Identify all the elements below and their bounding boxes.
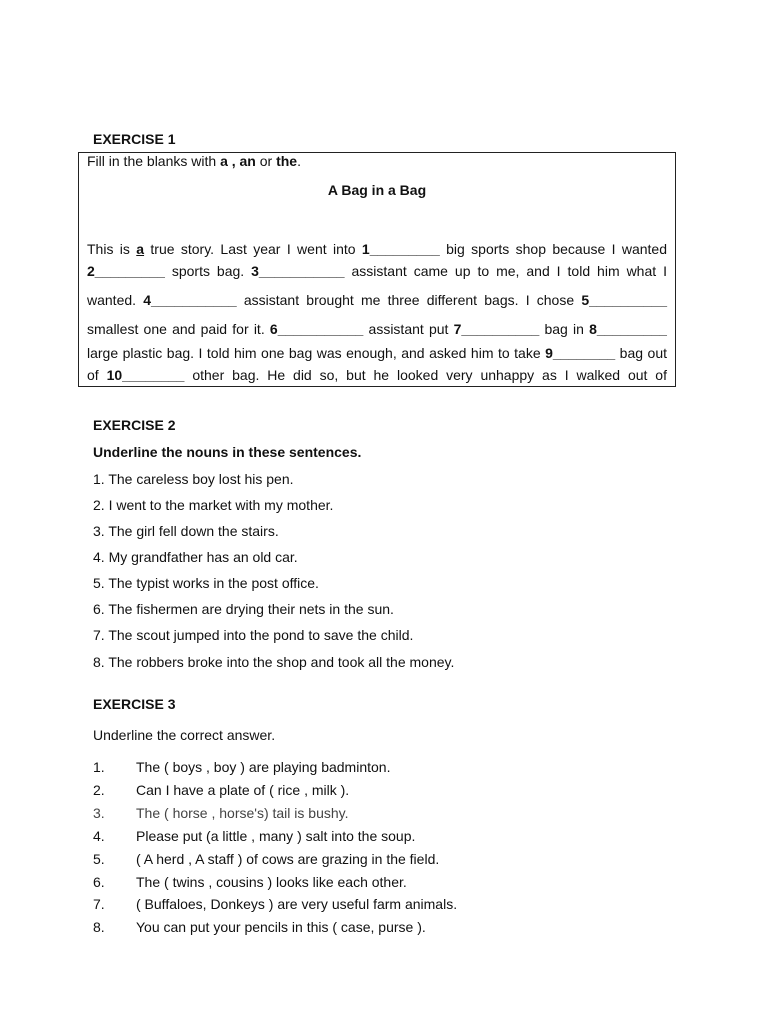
exercise3-item-number: 1.: [93, 759, 105, 775]
exercise3-item-number: 8.: [93, 919, 105, 935]
exercise3-item-text: You can put your pencils in this ( case, purse ).: [136, 919, 426, 935]
story-title: A Bag in a Bag: [327, 182, 427, 198]
exercise1-box: [78, 152, 676, 387]
exercise3-item-text: ( Buffaloes, Donkeys ) are very useful farm animals.: [136, 896, 458, 912]
story-line-4: smallest one and paid for it. 6___________ assistant put 7__________ bag in 8_________: [87, 321, 667, 337]
exercise2-item: 6. The fishermen are drying their nets in the sun.: [93, 601, 394, 617]
story-line-1: This is a true story. Last year I went into 1_________ big sports shop because I wanted: [87, 241, 668, 257]
exercise3-item-text: ( A herd , A staff ) of cows are grazing in the field.: [136, 851, 440, 867]
exercise3-item-number: 6.: [93, 874, 105, 890]
exercise3-item-text: The ( boys , boy ) are playing badminton.: [136, 759, 391, 775]
exercise3-item-number: 7.: [93, 896, 105, 912]
exercise3-title: EXERCISE 3: [93, 696, 176, 712]
exercise3-item-number: 2.: [93, 782, 105, 798]
exercise2-item: 8. The robbers broke into the shop and took all the money.: [93, 654, 455, 670]
story-line-2: 2_________ sports bag. 3___________ assistant came up to me, and I told him what I: [87, 263, 667, 279]
exercise3-item-text: Please put (a little , many ) salt into the soup.: [136, 828, 416, 844]
exercise2-item: 5. The typist works in the post office.: [93, 575, 319, 591]
exercise3-item-text: The ( twins , cousins ) looks like each other.: [136, 874, 407, 890]
exercise1-instruction: Fill in the blanks with a , an or the.: [87, 153, 301, 169]
exercise3-item-number: 4.: [93, 828, 105, 844]
exercise2-instruction: Underline the nouns in these sentences.: [93, 444, 362, 460]
story-line-6: of 10________ other bag. He did so, but he looked very unhappy as I walked out of: [87, 367, 667, 383]
story-line-5: large plastic bag. I told him one bag was enough, and asked him to take 9________ bag out: [87, 345, 667, 361]
exercise3-item-number: 3.: [93, 805, 105, 821]
exercise2-item: 7. The scout jumped into the pond to save the child.: [93, 627, 414, 643]
exercise2-item: 4. My grandfather has an old car.: [93, 549, 298, 565]
exercise2-item: 1. The careless boy lost his pen.: [93, 471, 294, 487]
exercise2-item: 2. I went to the market with my mother.: [93, 497, 334, 513]
exercise3-instruction: Underline the correct answer.: [93, 727, 276, 743]
exercise2-item: 3. The girl fell down the stairs.: [93, 523, 279, 539]
exercise3-item-text: Can I have a plate of ( rice , milk ).: [136, 782, 350, 798]
exercise1-title: EXERCISE 1: [93, 131, 176, 147]
exercise2-title: EXERCISE 2: [93, 417, 176, 433]
exercise3-item-text: The ( horse , horse's) tail is bushy.: [136, 805, 349, 821]
story-line-3: wanted. 4___________ assistant brought me three different bags. I chose 5__________: [87, 292, 667, 308]
exercise3-item-number: 5.: [93, 851, 105, 867]
